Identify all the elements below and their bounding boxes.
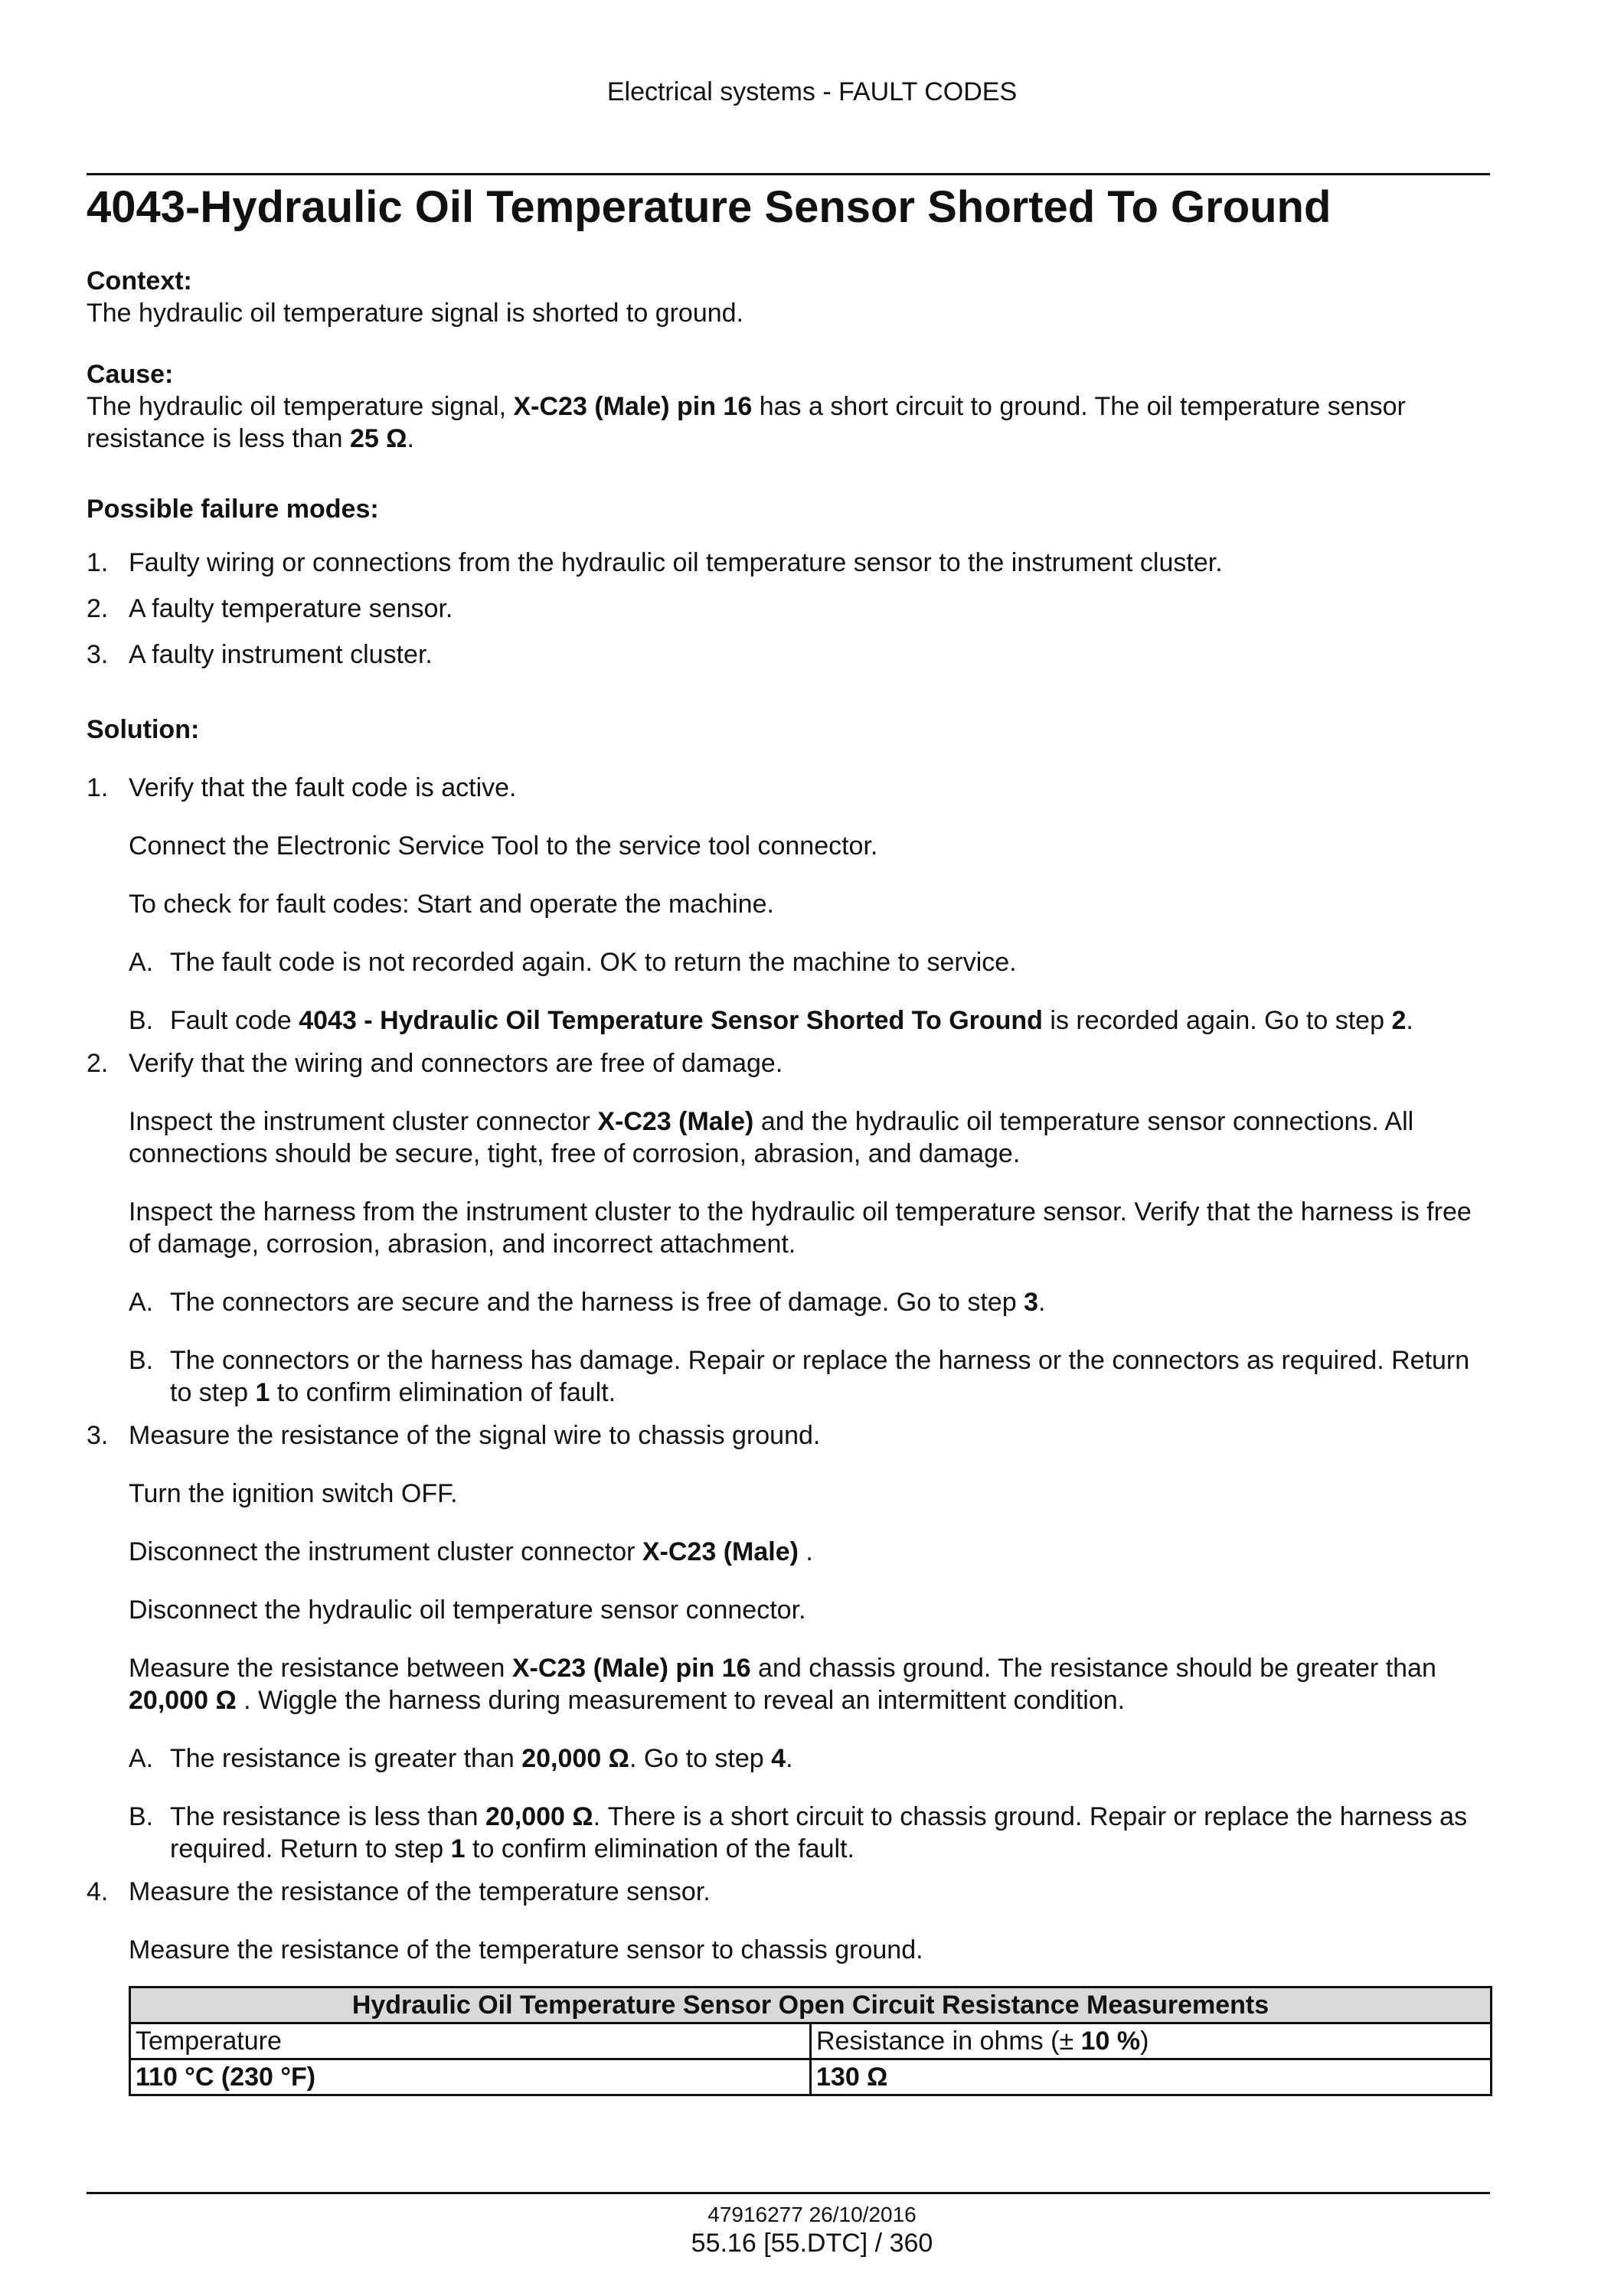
step-paragraph: To check for fault codes: Start and operate the machine. xyxy=(129,890,774,919)
outcome-b: B. The resistance is less than 20,000 Ω. There is a short circuit to chassis ground. Repair or replace the harness as required. Return to step 1 to confirm elimination of the fault. xyxy=(129,1802,1468,1863)
document-code: 47916277 26/10/2016 xyxy=(707,2203,917,2226)
failure-modes-section xyxy=(87,493,1490,671)
solution-step-4: 4. Measure the resistance of the temperature sensor. Measure the resistance of the temperature sensor to chassis ground. Hydraulic Oil Temperature Sensor Open Circuit Resistance Measurements Temperature Resistance in ohms (± 10 %) 110 °C (230 °F) 130 Ω xyxy=(87,1876,1490,2096)
list-item: 3. A faulty instrument cluster. xyxy=(87,640,433,669)
context-section xyxy=(87,265,1490,329)
outcome-b: B. The connectors or the harness has damage. Repair or replace the harness or the connectors as required. Return to step 1 to confirm elimination of fault. xyxy=(129,1346,1470,1407)
cause-section xyxy=(87,358,1490,455)
step-paragraph: Inspect the harness from the instrument cluster to the hydraulic oil temperature sensor. Verify that the harness is free of damage, corrosion, abrasion, and incorrect attachment. xyxy=(129,1197,1472,1259)
cause-text: The hydraulic oil temperature signal, X-C23 (Male) pin 16 has a short circuit to ground. The oil temperature sensor resistance is less than 25 Ω. xyxy=(87,392,1406,453)
cell-resistance: 130 Ω xyxy=(811,2059,1492,2095)
cell-temperature: 110 °C (230 °F) xyxy=(130,2059,811,2095)
table-title: Hydraulic Oil Temperature Sensor Open Circuit Resistance Measurements xyxy=(130,1987,1492,2023)
step-heading: Measure the resistance of the signal wire to chassis ground. xyxy=(129,1421,821,1450)
solution-step-1: 1. Verify that the fault code is active. Connect the Electronic Service Tool to the service tool connector. To check for fault codes: Start and operate the machine. A. The fault code is not recorded again. OK to return the machine to service. B. Fault code 4043 - Hydraulic Oil Temperature Sensor Shorted To Ground is recorded again. Go to step 2. xyxy=(87,772,1490,1037)
context-text: The hydraulic oil temperature signal is shorted to ground. xyxy=(87,299,744,328)
step-paragraph: Disconnect the hydraulic oil temperature sensor connector. xyxy=(129,1595,806,1625)
column-header-resistance: Resistance in ohms (± 10 %) xyxy=(811,2023,1492,2059)
solution-steps xyxy=(87,772,1490,2096)
step-paragraph: Measure the resistance between X-C23 (Male) pin 16 and chassis ground. The resistance should be greater than 20,000 Ω . Wiggle the harness during measurement to reveal an intermittent condition. xyxy=(129,1654,1436,1715)
page-number: 55.16 [55.DTC] / 360 xyxy=(691,2229,933,2258)
failure-modes-label: Possible failure modes: xyxy=(87,495,379,524)
step-outcomes xyxy=(129,946,1490,1037)
step-outcomes xyxy=(129,1742,1490,1865)
step-paragraph: Inspect the instrument cluster connector X-C23 (Male) and the hydraulic oil temperature sensor connections. All connections should be secure, tight, free of corrosion, abrasion, and damage. xyxy=(129,1107,1414,1168)
solution-section xyxy=(87,714,1490,2096)
page-header: Electrical systems - FAULT CODES xyxy=(606,77,1018,106)
header-rule xyxy=(87,173,1490,175)
step-paragraph: Disconnect the instrument cluster connector X-C23 (Male) . xyxy=(129,1537,813,1566)
list-item: 1. Faulty wiring or connections from the hydraulic oil temperature sensor to the instrument cluster. xyxy=(87,548,1223,577)
outcome-a: A. The connectors are secure and the harness is free of damage. Go to step 3. xyxy=(129,1288,1046,1317)
outcome-a: A. The fault code is not recorded again. OK to return the machine to service. xyxy=(129,948,1017,977)
step-paragraph: Turn the ignition switch OFF. xyxy=(129,1479,458,1508)
context-label: Context: xyxy=(87,266,192,296)
step-paragraph: Measure the resistance of the temperature sensor to chassis ground. xyxy=(129,1935,923,1965)
failure-modes-list xyxy=(87,547,1490,671)
step-outcomes xyxy=(129,1286,1490,1409)
step-paragraph: Connect the Electronic Service Tool to the service tool connector. xyxy=(129,831,878,861)
outcome-a: A. The resistance is greater than 20,000 Ω. Go to step 4. xyxy=(129,1744,793,1773)
fault-title: 4043-Hydraulic Oil Temperature Sensor Shorted To Ground xyxy=(87,182,1332,232)
step-heading: Verify that the fault code is active. xyxy=(129,773,517,802)
table-header-row xyxy=(130,2023,1492,2059)
list-item: 2. A faulty temperature sensor. xyxy=(87,594,453,623)
resistance-table xyxy=(129,1986,1492,2096)
footer-rule xyxy=(87,2192,1490,2194)
solution-label: Solution: xyxy=(87,715,200,744)
cause-label: Cause: xyxy=(87,360,174,389)
table-row xyxy=(130,2059,1492,2095)
outcome-b: B. Fault code 4043 - Hydraulic Oil Temperature Sensor Shorted To Ground is recorded again. Go to step 2. xyxy=(129,1006,1413,1035)
step-heading: Verify that the wiring and connectors are free of damage. xyxy=(129,1049,783,1078)
solution-step-3: 3. Measure the resistance of the signal wire to chassis ground. Turn the ignition switch OFF. Disconnect the instrument cluster connector X-C23 (Male) . Disconnect the hydraulic oil temperature sensor connector. Measure the resistance between X-C23 (Male) pin 16 and chassis ground. The resistance should be greater than 20,000 Ω . Wiggle the harness during measurement to reveal an intermittent condition. A. The resistance is greater than 20,000 Ω. Go to step 4. B. The resistance is less than 20,000 Ω. There is a short circuit to chassis ground. Repair or replace the harness as required. Return to step 1 to confirm elimination of the fault. xyxy=(87,1419,1490,1865)
step-heading: Measure the resistance of the temperature sensor. xyxy=(129,1877,711,1906)
solution-step-2: 2. Verify that the wiring and connectors are free of damage. Inspect the instrument cluster connector X-C23 (Male) and the hydraulic oil temperature sensor connections. All connections should be secure, tight, free of corrosion, abrasion, and damage. Inspect the harness from the instrument cluster to the hydraulic oil temperature sensor. Verify that the harness is free of damage, corrosion, abrasion, and incorrect attachment. A. The connectors are secure and the harness is free of damage. Go to step 3. B. The connectors or the harness has damage. Repair or replace the harness or the connectors as required. Return to step 1 to confirm elimination of fault. xyxy=(87,1047,1490,1409)
document-body xyxy=(87,265,1490,2096)
column-header-temperature: Temperature xyxy=(130,2023,811,2059)
